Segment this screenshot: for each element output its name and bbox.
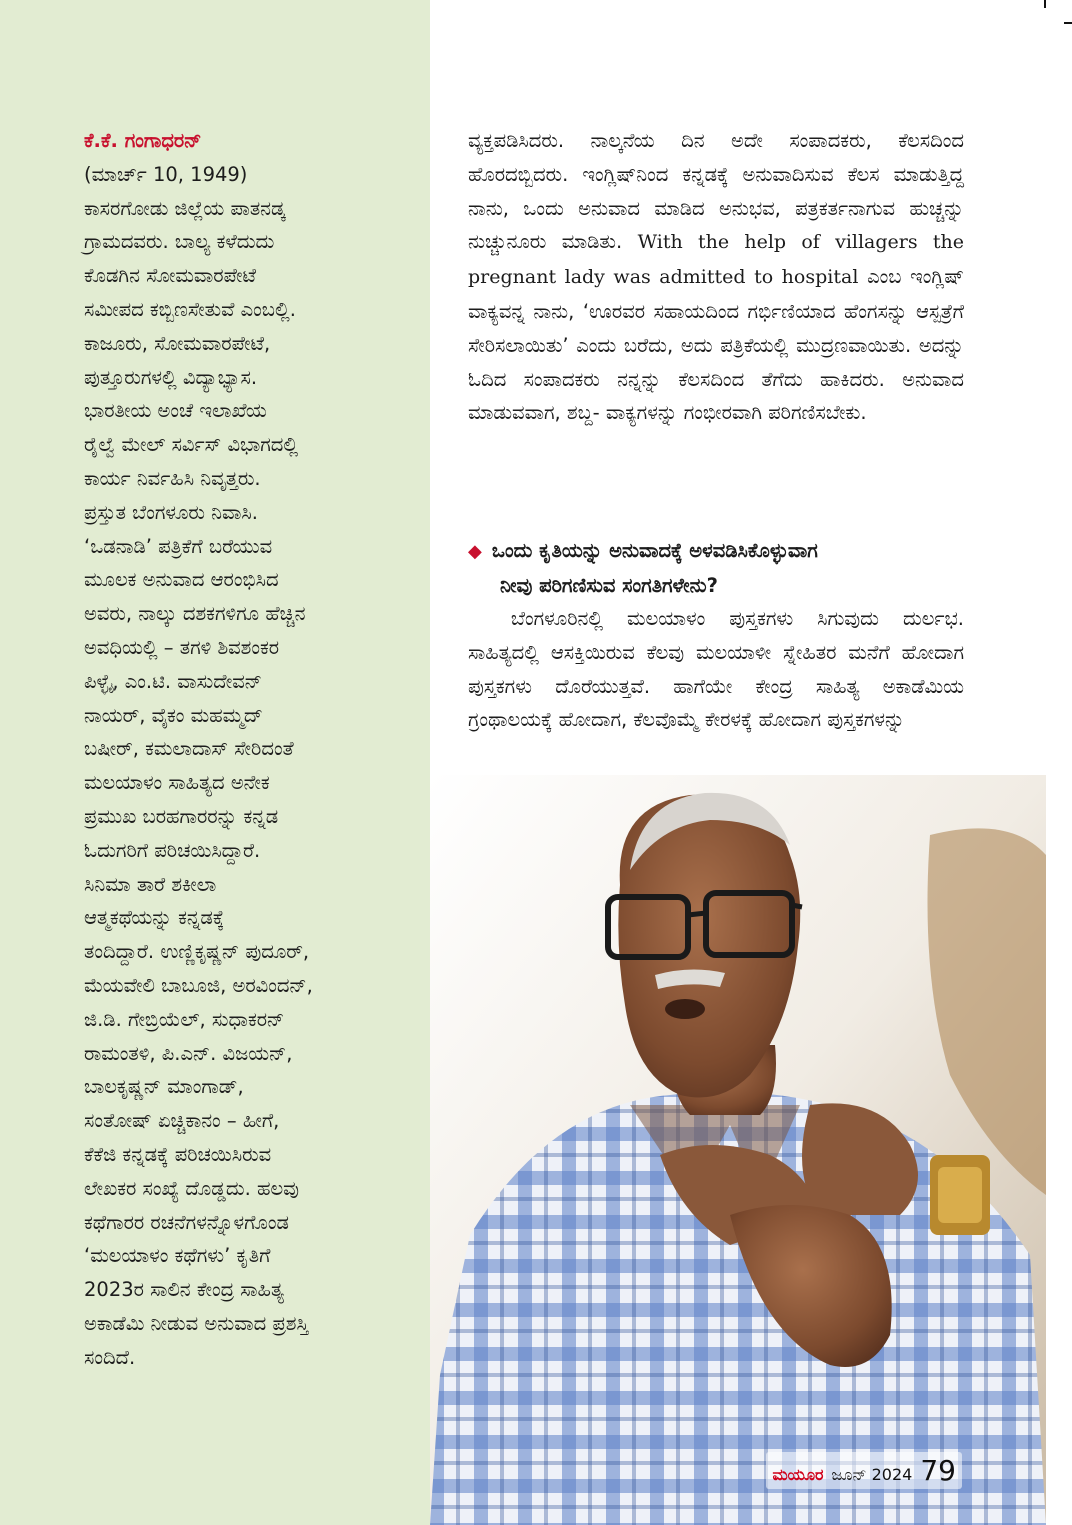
bio-line: ಪಿಳ್ಳೈ, ಎಂ.ಟಿ. ವಾಸುದೇವನ್: [84, 669, 262, 693]
bio-line: ತಂದಿದ್ದಾರೆ. ಉಣ್ಣಿಕೃಷ್ಣನ್ ಪುದೂರ್,: [84, 940, 310, 964]
bio-line: ಸಂತೋಷ್ ಏಚ್ಚಿಕಾನಂ – ಹೀಗೆ,: [84, 1109, 280, 1133]
bio-name: ಕೆ.ಕೆ. ಗಂಗಾಧರನ್: [84, 129, 202, 152]
bio-line: ಸಮೀಪದ ಕಬ್ಬಿಣಸೇತುವೆ ಎಂಬಲ್ಲಿ.: [84, 297, 296, 321]
interview-question: [468, 534, 964, 603]
article-column-top: [468, 124, 964, 430]
question-line: ಒಂದು ಕೃತಿಯನ್ನು ಅನುವಾದಕ್ಕೆ ಅಳವಡಿಸಿಕೊಳ್ಳುವಾಗ: [491, 539, 818, 562]
bio-line: 2023ರ ಸಾಲಿನ ಕೇಂದ್ರ ಸಾಹಿತ್ಯ: [84, 1278, 284, 1302]
question-line: ನೀವು ಪರಿಗಣಿಸುವ ಸಂಗತಿಗಳೇನು?: [500, 573, 718, 597]
bio-line: ‘ಮಲಯಾಳಂ ಕಥೆಗಳು’ ಕೃತಿಗೆ: [84, 1244, 271, 1268]
bio-line: ಪ್ರಸ್ತುತ ಬೆಂಗಳೂರು ನಿವಾಸಿ.: [84, 500, 258, 524]
bio-line: (ಮಾರ್ಚ್ 10, 1949): [84, 162, 248, 186]
english-quote: With the help of villagers the pregnant lady was admitted to hospital: [468, 231, 964, 289]
bio-line: ಪುತ್ತೂರುಗಳಲ್ಲಿ ವಿದ್ಯಾಭ್ಯಾಸ.: [84, 365, 258, 389]
page-number: 79: [920, 1454, 956, 1487]
bio-line: ಸಂದಿದೆ.: [84, 1345, 136, 1369]
bio-line: ಮಲಯಾಳಂ ಸಾಹಿತ್ಯದ ಅನೇಕ: [84, 771, 270, 795]
bio-line: ಕೊಡಗಿನ ಸೋಮವಾರಪೇಟೆ: [84, 264, 257, 288]
bio-line: ಕೆಕೆಜಿ ಕನ್ನಡಕ್ಕೆ ಪರಿಚಯಿಸಿರುವ: [84, 1142, 272, 1166]
bio-line: ಸಿನಿಮಾ ತಾರೆ ಶಕೀಲಾ: [84, 872, 217, 896]
bio-line: ಅವರು, ನಾಲ್ಕು ದಶಕಗಳಿಗೂ ಹೆಚ್ಚಿನ: [84, 602, 306, 626]
bio-line: ಅಕಾಡೆಮಿ ನೀಡುವ ಅನುವಾದ ಪ್ರಶಸ್ತಿ: [84, 1311, 309, 1335]
bio-line: ಮೆಯವೇಲಿ ಬಾಬೂಜಿ, ಅರವಿಂದನ್,: [84, 973, 313, 997]
bio-line: ರೈಲ್ವೆ ಮೇಲ್ ಸರ್ವಿಸ್ ವಿಭಾಗದಲ್ಲಿ: [84, 433, 299, 457]
bio-line: ಗ್ರಾಮದವರು. ಬಾಲ್ಯ ಕಳೆದುದು: [84, 230, 275, 254]
paragraph-kannada: ವ್ಯಕ್ತಪಡಿಸಿದರು. ನಾಲ್ಕನೆಯ ದಿನ ಅದೇ ಸಂಪಾದಕರು, ಕೆಲಸದಿಂದ ಹೊರದಬ್ಬಿದರು. ಇಂಗ್ಲಿಷ್‌ನಿಂದ ಕನ್ನಡಕ್ಕೆ ಅನುವಾದಿಸುವ ಕೆಲಸ ಮಾಡುತ್ತಿದ್ದ ನಾನು, ಒಂದು ಅನುವಾದ ಮಾಡಿದ ಅನುಭವ, ಪತ್ರಕರ್ತನಾಗುವ ಹುಚ್ಚನ್ನು ನುಚ್ಚುನೂರು ಮಾಡಿತು.: [468, 129, 964, 254]
bio-line: ಆತ್ಮಕಥೆಯನ್ನು ಕನ್ನಡಕ್ಕೆ: [84, 906, 225, 930]
bio-line: ‘ಒಡನಾಡಿ’ ಪತ್ರಿಕೆಗೆ ಬರೆಯುವ: [84, 534, 273, 558]
bio-line: ಬಾಲಕೃಷ್ಣನ್ ಮಾಂಗಾಡ್,: [84, 1075, 244, 1099]
bio-line: ಓದುಗರಿಗೆ ಪರಿಚಯಿಸಿದ್ದಾರೆ.: [84, 838, 261, 862]
issue-date: ಜೂನ್ 2024: [831, 1465, 913, 1484]
answer-paragraph: ಬೆಂಗಳೂರಿನಲ್ಲಿ ಮಲಯಾಳಂ ಪುಸ್ತಕಗಳು ಸಿಗುವುದು ದುರ್ಲಭ. ಸಾಹಿತ್ಯದಲ್ಲಿ ಆಸಕ್ತಿಯಿರುವ ಕೆಲವು ಮಲಯಾಳೀ ಸ್ನೇಹಿತರ ಮನೆಗೆ ಹೋದಾಗ ಪುಸ್ತಕಗಳು ದೊರೆಯುತ್ತವೆ. ಹಾಗೆಯೇ ಕೇಂದ್ರ ಸಾಹಿತ್ಯ ಅಕಾಡೆಮಿಯ ಗ್ರಂಥಾಲಯಕ್ಕೆ ಹೋದಾಗ, ಕೆಲವೊಮ್ಮೆ ಕೇರಳಕ್ಕೆ ಹೋದಾಗ ಪುಸ್ತಕಗಳನ್ನು: [468, 607, 964, 732]
magazine-logo: ಮಯೂರ: [772, 1465, 824, 1484]
bio-line: ಕಥೆಗಾರರ ರಚನೆಗಳನ್ನೊಳಗೊಂಡ: [84, 1210, 289, 1234]
bio-line: ಕಾರ್ಯ ನಿರ್ವಹಿಸಿ ನಿವೃತ್ತರು.: [84, 466, 261, 490]
bio-box: [84, 124, 404, 1374]
bio-line: ರಾಮಂತಳಿ, ಪಿ.ಎನ್. ವಿಜಯನ್,: [84, 1041, 293, 1065]
bio-text: [84, 158, 404, 1375]
bio-line: ನಾಯರ್, ವೈಕಂ ಮಹಮ್ಮದ್: [84, 703, 263, 727]
bio-line: ಕಾಸರಗೋಡು ಜಿಲ್ಲೆಯ ಪಾತನಡ್ಕ: [84, 196, 286, 220]
crop-mark: [1064, 22, 1072, 24]
diamond-bullet-icon: ◆: [468, 541, 482, 562]
crop-mark: [1044, 0, 1046, 8]
bio-line: ಮೂಲಕ ಅನುವಾದ ಆರಂಭಿಸಿದ: [84, 568, 279, 592]
article-paragraph: [468, 124, 964, 430]
page-footer: [766, 1452, 962, 1489]
paragraph-kannada: ಎಂಬ ಇಂಗ್ಲಿಷ್ ವಾಕ್ಯವನ್ನ ನಾನು, ‘ಊರವರ ಸಹಾಯದಿಂದ ಗರ್ಭಿಣಿಯಾದ ಹೆಂಗಸನ್ನು ಆಸ್ಪತ್ರೆಗೆ ಸೇರಿಸಲಾಯಿತು’ ಎಂದು ಬರೆದು, ಅದು ಪತ್ರಿಕೆಯಲ್ಲಿ ಮುದ್ರಣವಾಯಿತು. ಅದನ್ನು ಓದಿದ ಸಂಪಾದಕರು ನನ್ನನ್ನು ಕೆಲಸದಿಂದ ತೆಗೆದು ಹಾಕಿದರು. ಅನುವಾದ ಮಾಡುವವಾಗ, ಶಬ್ದ- ವಾಕ್ಯಗಳನ್ನು ಗಂಭೀರವಾಗಿ ಪರಿಗಣಿಸಬೇಕು.: [468, 265, 964, 425]
bio-line: ಅವಧಿಯಲ್ಲಿ – ತಗಳಿ ಶಿವಶಂಕರ: [84, 635, 280, 659]
bio-line: ಭಾರತೀಯ ಅಂಚೆ ಇಲಾಖೆಯ: [84, 399, 267, 423]
bio-line: ಬಷೀರ್, ಕಮಲಾದಾಸ್ ಸೇರಿದಂತೆ: [84, 737, 294, 761]
bio-line: ಕಾಜೂರು, ಸೋಮವಾರಪೇಟೆ,: [84, 331, 271, 355]
article-column-answer: [468, 602, 964, 737]
bio-line: ಪ್ರಮುಖ ಬರಹಗಾರರನ್ನು ಕನ್ನಡ: [84, 804, 279, 828]
bio-line: ಜಿ.ಡಿ. ಗೇಬ್ರಿಯೆಲ್, ಸುಧಾಕರನ್: [84, 1007, 285, 1031]
portrait-illustration: [430, 775, 1046, 1525]
portrait-photo: [430, 775, 1046, 1525]
bio-line: ಲೇಖಕರ ಸಂಖ್ಯೆ ದೊಡ್ಡದು. ಹಲವು: [84, 1176, 300, 1200]
